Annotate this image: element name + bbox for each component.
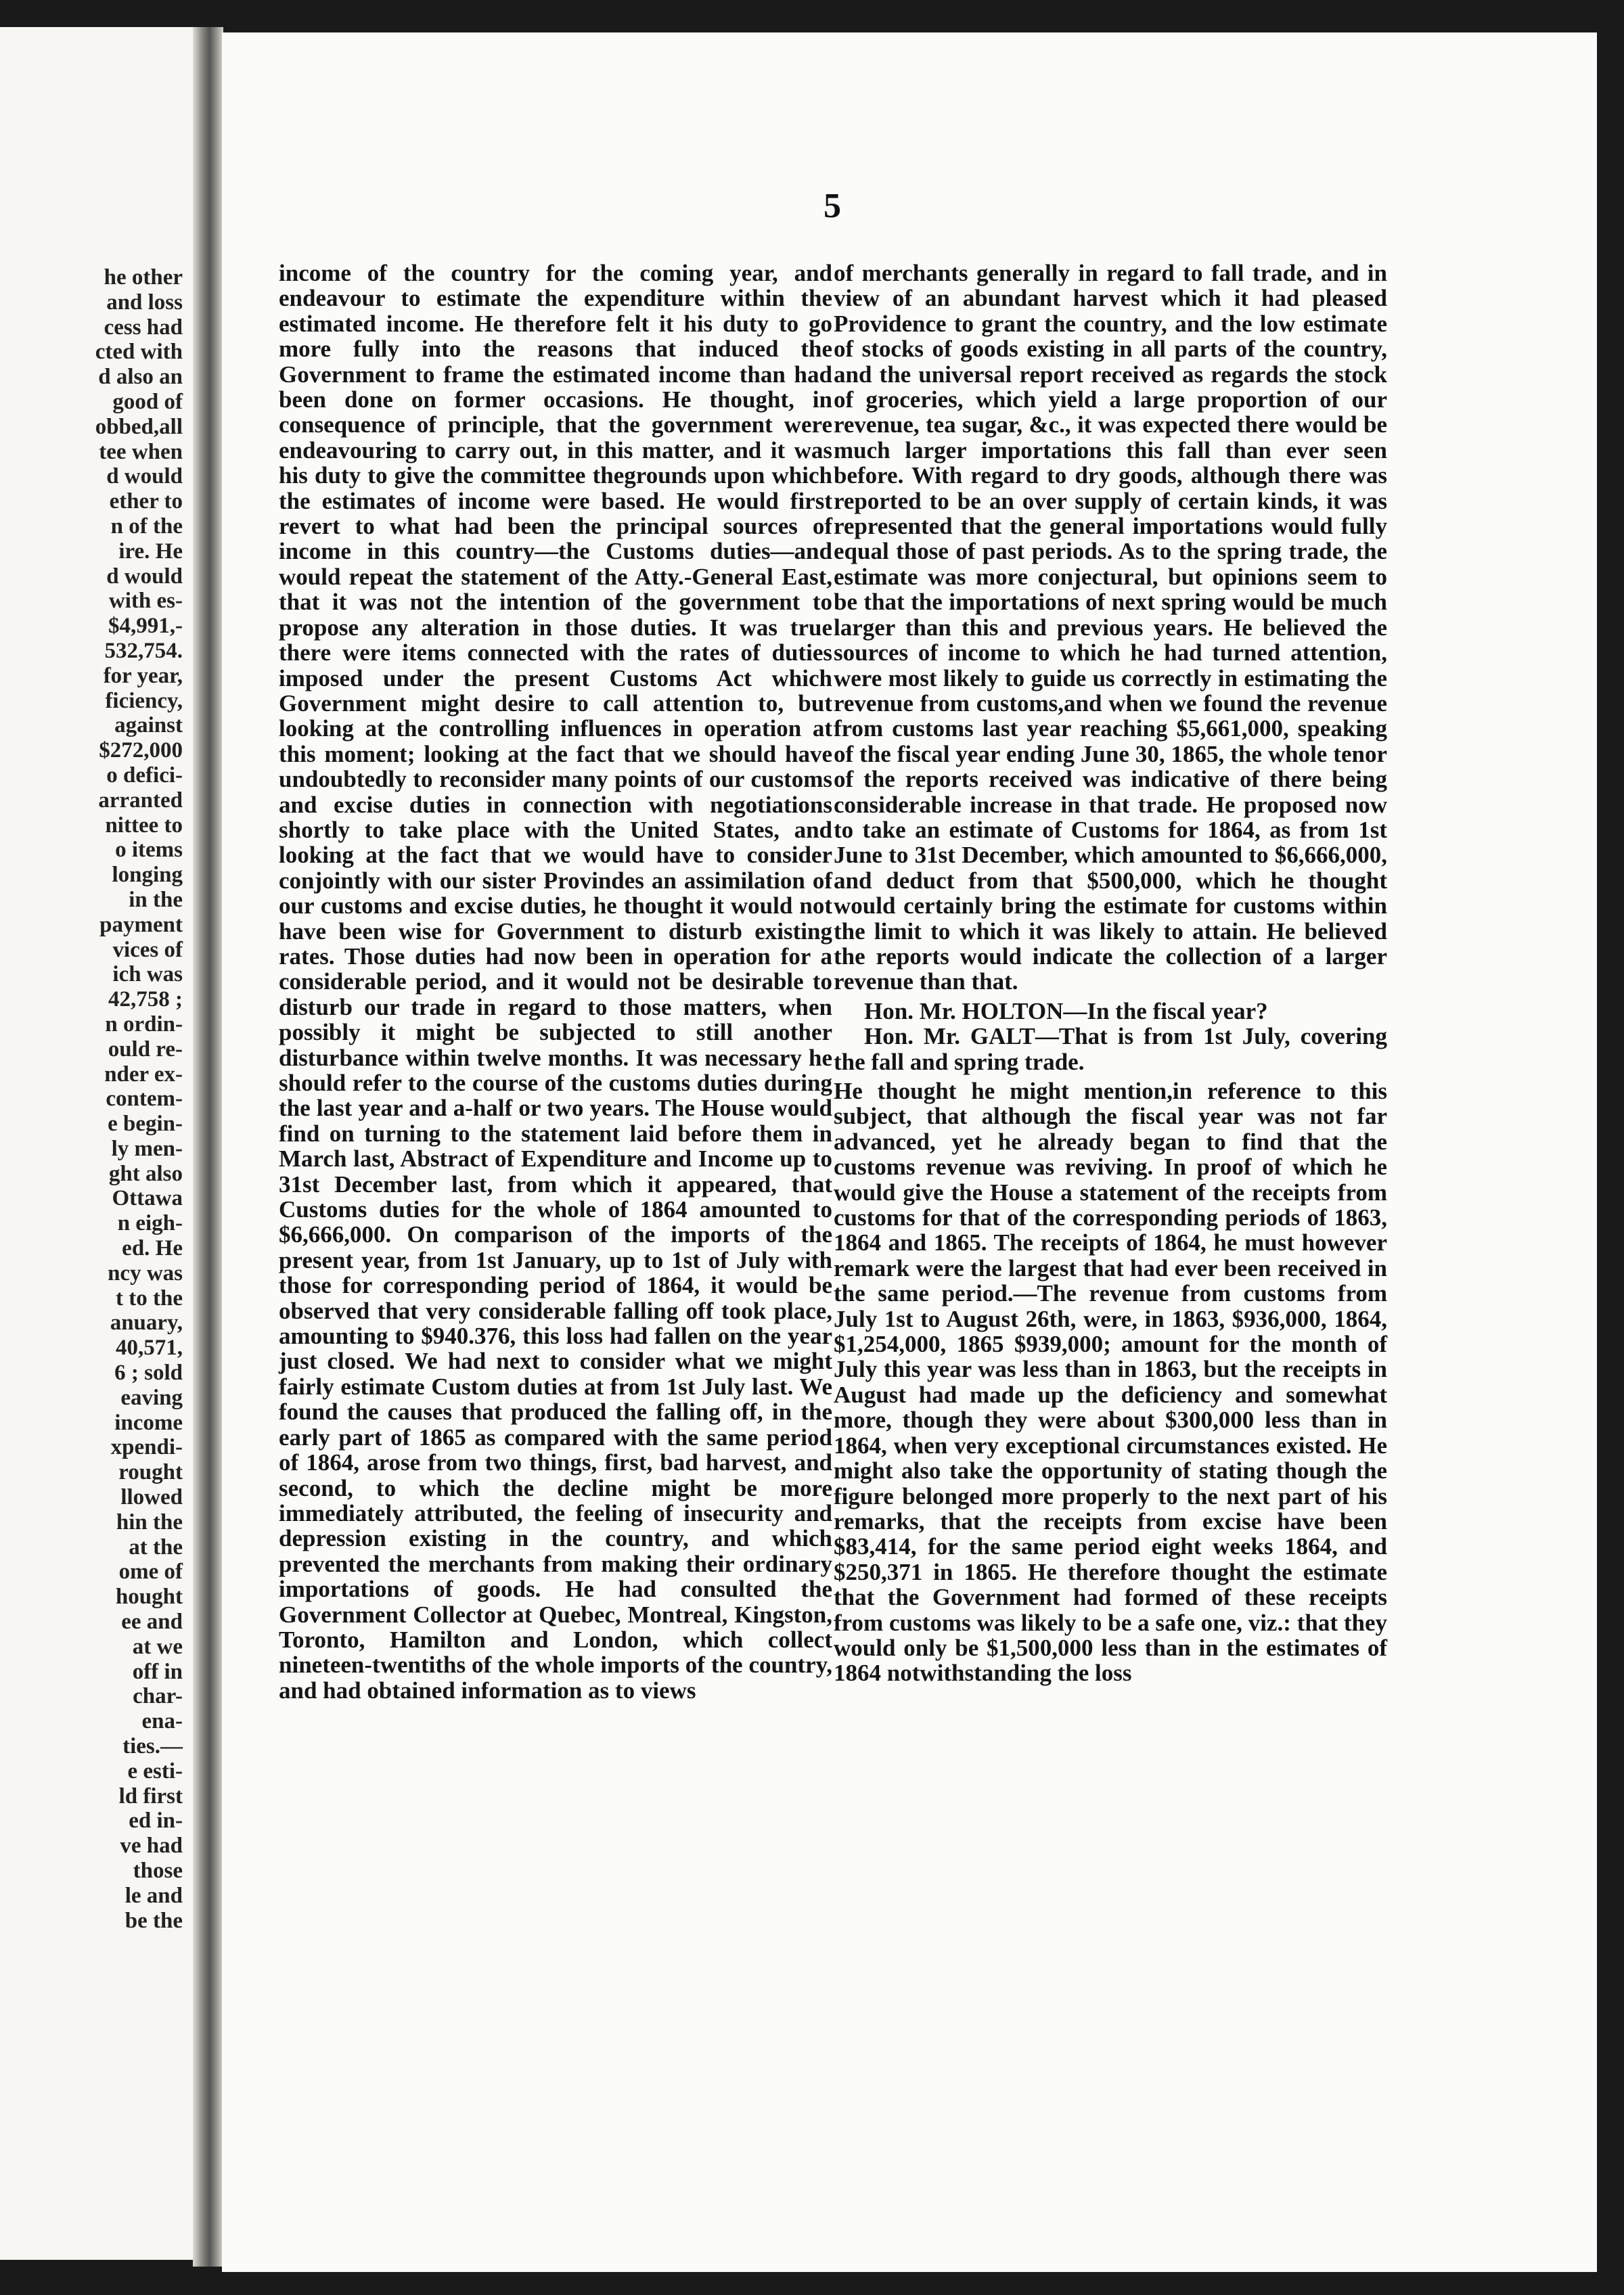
speaker-line-galt: Hon. Mr. GALT—That is from 1st July, covering the fall and spring trade.	[834, 1023, 1387, 1075]
fragment-line: income	[114, 1410, 183, 1435]
fragment-line: contem-	[106, 1087, 183, 1112]
fragment-line: for year,	[103, 663, 183, 688]
fragment-line: nder ex-	[104, 1062, 183, 1087]
fragment-line: be the	[125, 1908, 183, 1933]
fragment-line: n eigh-	[117, 1211, 183, 1236]
fragment-line: $4,991,-	[108, 614, 183, 639]
fragment-line: ich was	[112, 962, 183, 987]
fragment-line: good of	[112, 389, 183, 414]
fragment-line: arranted	[98, 788, 183, 813]
fragment-line: hought	[115, 1585, 183, 1610]
fragment-line: cess had	[104, 315, 183, 340]
right-column	[834, 260, 1387, 1686]
fragment-line: anuary,	[110, 1311, 183, 1336]
fragment-line: in the	[129, 887, 183, 912]
fragment-line: d also an	[98, 365, 183, 390]
fragment-line: payment	[99, 912, 183, 937]
fragment-line: ncy was	[108, 1260, 183, 1286]
paragraph: He thought he might mention,in reference to this subject, that although the fiscal year was not far advanced, yet he already began to find that the customs revenue was reviving. In proof of which he would give the House a statement of the receipts from customs for that of the corresponding periods of 1863, 1864 and 1865. The receipts of 1864, he must however remark were the largest that had ever been received in the same period.—The revenue from customs from July 1st to August 26th, were, in 1863, $936,000, 1864, $1,254,000, 1865 $939,000; amount for the month of July this year was less than in 1863, but the receipts in August had made up the deficiency and somewhat more, though they were about $300,000 less than in 1864, when very exceptional circumstances existed. He might also take the opportunity of stating though the figure belonged more properly to the next part of his remarks, that the receipts from excise have been $83,414, for the same period eight weeks 1864, and $250,371 in 1865. He therefore thought the estimate that the Government had formed of these receipts from customs was likely to be a safe one, viz.: that they would only be $1,500,000 less than in the estimates of 1864 notwithstanding the loss	[834, 1078, 1387, 1687]
fragment-line: against	[114, 713, 183, 738]
fragment-line: ena-	[141, 1709, 183, 1734]
fragment-line: d would	[106, 564, 183, 589]
fragment-line: Ottawa	[112, 1186, 183, 1211]
fragment-line: vices of	[112, 937, 183, 962]
fragment-line: n ordin-	[105, 1012, 183, 1037]
fragment-line: ly men-	[111, 1136, 183, 1161]
page-gutter	[193, 27, 223, 2267]
fragment-line: le and	[125, 1883, 183, 1908]
fragment-line: and loss	[106, 290, 183, 315]
fragment-line: e esti-	[127, 1758, 183, 1783]
left-column	[279, 260, 832, 1703]
fragment-line: rought	[118, 1460, 183, 1485]
fragment-line: at the	[129, 1535, 183, 1560]
fragment-line: those	[133, 1859, 183, 1883]
fragment-line: char-	[133, 1684, 183, 1709]
fragment-line: nittee to	[105, 813, 183, 838]
fragment-line: ght also	[108, 1161, 183, 1186]
fragment-line: o defici-	[106, 763, 183, 788]
fragment-line: tee when	[99, 439, 183, 464]
fragment-line: $272,000	[99, 738, 183, 763]
fragment-line: o items	[115, 838, 183, 863]
fragment-line: n of the	[110, 514, 183, 539]
previous-page-text-fragments	[0, 265, 183, 1933]
fragment-line: ve had	[120, 1834, 183, 1859]
page-number: 5	[824, 187, 841, 225]
fragment-line: obbed,all	[95, 414, 183, 439]
fragment-line: eaving	[120, 1385, 183, 1410]
fragment-line: ed. He	[122, 1236, 183, 1261]
fragment-line: ome of	[118, 1560, 183, 1585]
fragment-line: ficiency,	[105, 688, 183, 713]
fragment-line: 6 ; sold	[114, 1361, 183, 1386]
paragraph: income of the country for the coming year, and endeavour to estimate the expenditure within the estimated income. He therefore felt it his duty to go more fully into the reasons that induced the Government to frame the estimated income than had been done on former occasions. He thought, in consequence of principle, that the government were endeavouring to carry out, in this matter, and it was his duty to give the committee thegrounds upon which the estimates of income were based. He would first revert to what had been the principal sources of income in this country—the Customs duties—and would repeat the statement of the Atty.-General East, that it was not the intention of the government to propose any alteration in those duties. It was true there were items connected with the rates of duties imposed under the present Customs Act which Government might desire to call attention to, but looking at the controlling influences in operation at this moment; looking at the fact that we should have undoubtedly to reconsider many points of our customs and excise duties in connection with negotiations shortly to take place with the United States, and looking at the fact that we would have to consider conjointly with our sister Provindes an assimilation of our customs and excise duties, he thought it would not have been wise for Government to disturb existing rates. Those duties had now been in operation for a considerable period, and it would not be desirable to disturb our trade in regard to those matters, when possibly it might be subjected to still another disturbance within twelve months. It was necessary he should refer to the course of the customs duties during the last year and a-half or two years. The House would find on turning to the statement laid before them in March last, Abstract of Expenditure and Income up to 31st December last, from which it appeared, that Customs duties for the whole of 1864 amounted to $6,666,000. On comparison of the imports of the present year, from 1st January, up to 1st of July with those for corresponding period of 1864, it would be observed that very considerable falling off took place, amounting to $940.376, this loss had fallen on the year just closed. We had next to consider what we might fairly estimate Custom duties at from 1st July last. We found the causes that produced the falling off, in the early part of 1865 as compared with the same period of 1864, arose from two things, first, bad harvest, and second, to which the decline might be more immediately attributed, the feeling of insecurity and depression existing in the country, and which prevented the merchants from making their ordinary importations of goods. He had consulted the Government Collector at Quebec, Montreal, Kingston, Toronto, Hamilton and London, which collect nineteen-twentiths of the whole imports of the country, and had obtained information as to views	[279, 260, 832, 1704]
previous-page-strip	[0, 27, 196, 2260]
fragment-line: ould re-	[108, 1037, 183, 1062]
fragment-line: d would	[106, 464, 183, 489]
fragment-line: xpendi-	[110, 1435, 183, 1460]
fragment-line: longing	[112, 863, 183, 888]
fragment-line: with es-	[108, 589, 183, 614]
fragment-line: ld first	[118, 1783, 183, 1809]
fragment-line: ire. He	[118, 539, 183, 564]
fragment-line: ed in-	[129, 1809, 183, 1834]
fragment-line: ties.—	[122, 1734, 183, 1759]
fragment-line: cted with	[95, 340, 183, 365]
fragment-line: ether to	[109, 489, 183, 514]
fragment-line: 42,758 ;	[108, 987, 183, 1012]
fragment-line: 532,754.	[104, 638, 183, 663]
fragment-line: ee and	[121, 1610, 183, 1635]
fragment-line: t to the	[116, 1286, 183, 1311]
paragraph: of merchants generally in regard to fall trade, and in view of an abundant harvest which it had pleased Providence to grant the country, and the low estimate of stocks of goods existing in all parts of the country, and the universal report received as regards the stock of groceries, which yield a large proportion of our revenue, tea sugar, &c., it was expected there would be much larger importations this fall than ever seen before. With regard to dry goods, although there was reported to be an over supply of certain kinds, it was represented that the general importations would fully equal those of past periods. As to the spring trade, the estimate was more conjectural, but opinions seem to be that the importations of next spring would be much larger than this and previous years. He believed the sources of income to which he had turned attention, were most likely to guide us correctly in estimating the revenue from customs,and when we found the revenue from customs last year reaching $5,661,000, speaking of the fiscal year ending June 30, 1865, the whole tenor of the reports received was indicative of there being considerable increase in that trade. He proposed now to take an estimate of Customs for 1864, as from 1st June to 31st December, which amounted to $6,666,000, and deduct from that $500,000, which he thought would certainly bring the estimate for customs within the limit to which it was likely to attain. He believed the reports would indicate the collection of a larger revenue than that.	[834, 260, 1387, 995]
speaker-line-holton: Hon. Mr. HOLTON—In the fiscal year?	[864, 997, 1268, 1024]
fragment-line: he other	[104, 265, 183, 290]
fragment-line: 40,571,	[116, 1336, 183, 1361]
fragment-line: at we	[132, 1634, 183, 1659]
fragment-line: llowed	[120, 1485, 183, 1510]
fragment-line: off in	[132, 1659, 183, 1684]
fragment-line: e begin-	[108, 1112, 183, 1137]
fragment-line: hin the	[116, 1509, 183, 1535]
